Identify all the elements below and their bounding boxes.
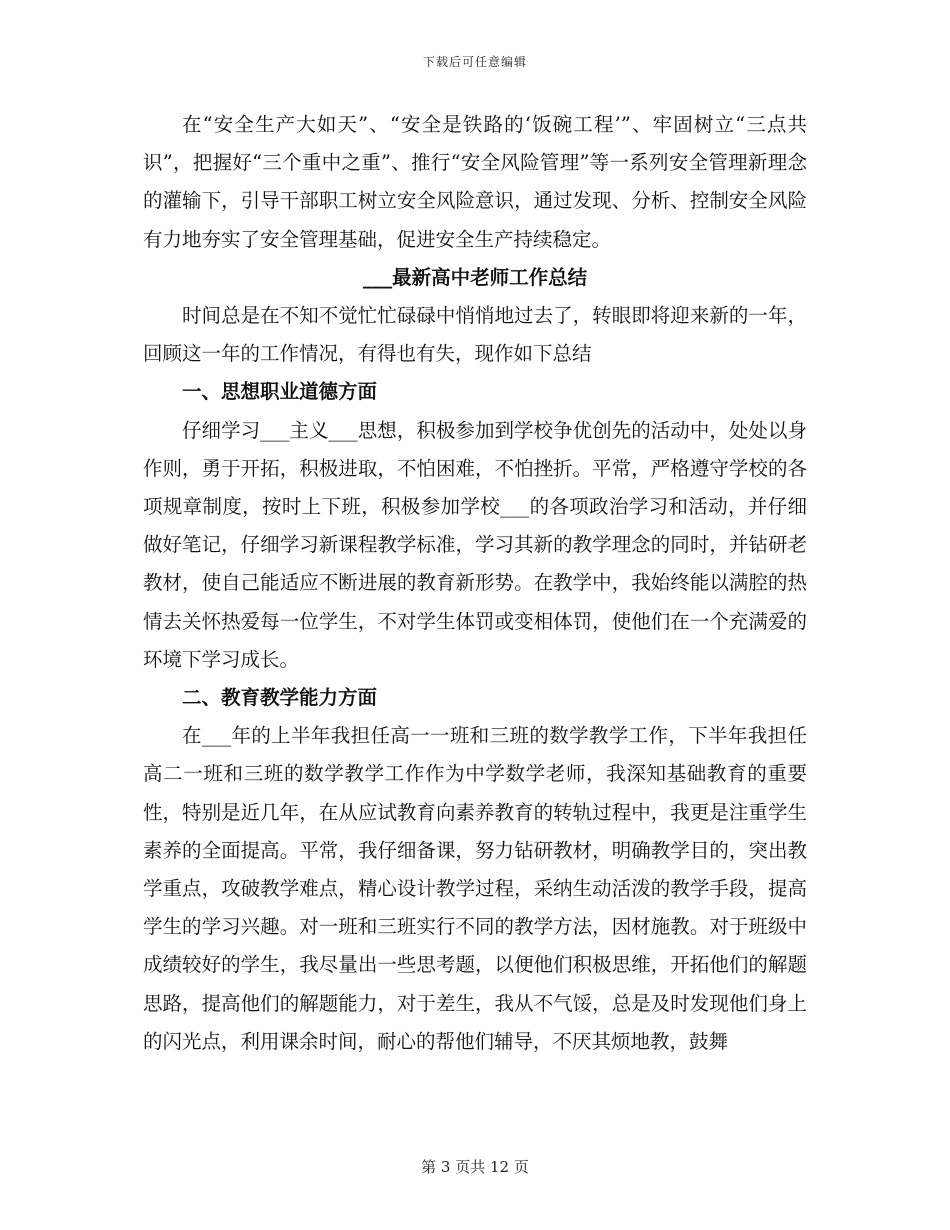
paragraph-intro: 在“安全生产大如天”、“安全是铁路的‘饭碗工程’”、牢固树立“三点共识”，把握好“三个重中之重”、推行“安全风险管理”等一系列安全管理新理念的灌输下，引导干部职工树立安全风险意识，通过发现、分析、控制安全风险有力地夯实了安全管理基础，促进安全生产持续稳定。 xyxy=(143,113,807,251)
paragraph-opening: 时间总是在不知不觉忙忙碌碌中悄悄地过去了，转眼即将迎来新的一年，回顾这一年的工作情况，有得也有失，现作如下总结 xyxy=(143,304,807,366)
page-header: 下载后可任意编辑 xyxy=(422,55,527,69)
paragraph-section-1: 仔细学习___主义___思想，积极参加到学校争优创先的活动中，处处以身作则，勇于开拓，积极进取，不怕困难，不怕挫折。平常，严格遵守学校的各项规章制度，按时上下班，积极参加学校___的各项政治学习和活动，并仔细做好笔记，仔细学习新课程教学标准，学习其新的教学理念的同时，并钻研老教材，使自己能适应不断进展的教育新形势。在教学中，我始终能以满腔的热情去关怀热爱每一位学生，不对学生体罚或变相体罚，使他们在一个充满爱的环境下学习成长。 xyxy=(143,418,807,671)
document-title: ___最新高中老师工作总结 xyxy=(362,265,588,289)
section-heading-1: 一、思想职业道德方面 xyxy=(182,380,378,404)
paragraph-section-2: 在___年的上半年我担任高一一班和三班的数学教学工作，下半年我担任高二一班和三班的数学教学工作作为中学数学老师，我深知基础教育的重要性，特别是近几年，在从应试教育向素养教育的转轨过程中，我更是注重学生素养的全面提高。平常，我仔细备课，努力钻研教材，明确教学目的，突出教学重点，攻破教学难点，精心设计教学过程，采纳生动活泼的教学手段，提高学生的学习兴趣。对一班和三班实行不同的教学方法，因材施教。对于班级中成绩较好的学生，我尽量出一些思考题，以便他们积极思维，开拓他们的解题思路，提高他们的解题能力，对于差生，我从不气馁，总是及时发现他们身上的闪光点，利用课余时间，耐心的帮他们辅导，不厌其烦地教，鼓舞 xyxy=(143,724,807,1053)
section-heading-2: 二、教育教学能力方面 xyxy=(182,686,378,710)
document-body xyxy=(143,106,807,1061)
page-number: 第 3 页共 12 页 xyxy=(421,1158,529,1176)
